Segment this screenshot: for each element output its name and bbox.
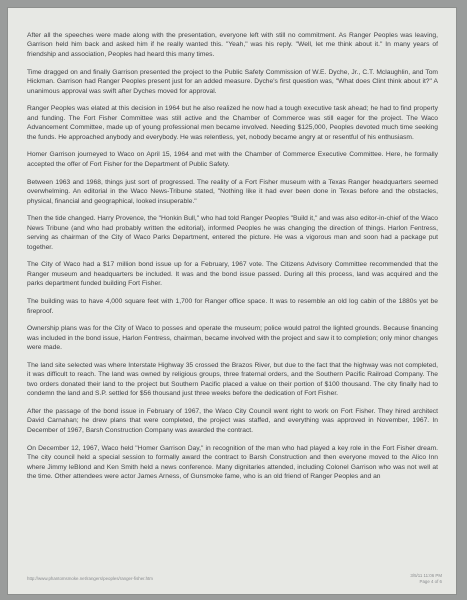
page-body — [27, 31, 438, 490]
footer-meta — [410, 573, 442, 585]
footer-date: 3/5/11 11:06 PM — [410, 573, 442, 578]
paragraph: After all the speeches were made along with the presentation, everyone left with still no commitment. As Ranger Peoples was leaving, Garrison held him back and asked him if he really wanted this. "Yeah," was his reply. "Well, let me think about it." In many years of friendship and association, Peoples had heard this many times. — [27, 32, 438, 58]
paragraph: Time dragged on and finally Garrison presented the project to the Public Safety Commission of W.E. Dyche, Jr., C.T. Mclaughlin, and Tom Hickman. Garrison had Ranger Peoples present just for an added measure. Dyche's first question was, "What does Clint think about it?" A unanimous approval was swift after Dyches moved for approval. — [27, 68, 438, 95]
paragraph: The City of Waco had a $17 million bond issue up for a February, 1967 vote. The Citizens Advisory Committee recommended that the Ranger museum and headquarters be included. It was and the bond issue passed. During all this process, land was acquired and the parks department funded building Fort Fisher. — [27, 261, 438, 288]
paragraph: On December 12, 1967, Waco held "Homer Garrison Day," in recognition of the man who had played a key role in the Fort Fisher dream. The city council held a special session to formally award the contract to Barsh Construction and then everyone moved to the Alico Inn where Jimmy leBlond and Ken Smith held a news conference. Many dignitaries attended, including Colonel Garrison who was not well at the time. Other attendees were actor James Arness, of Gunsmoke fame, who is an old friend of Ranger Peoples and an — [27, 444, 438, 481]
footer-url[interactable]: http://www.phantomsmoke.net/rangers/peoples/ranger-fisher.htm — [27, 576, 153, 581]
paragraph: The building was to have 4,000 square feet with 1,700 for Ranger office space. It was to resemble an old log cabin of the 1880s yet be fireproof. — [27, 298, 438, 315]
paragraph: Ownership plans was for the City of Waco to posses and operate the museum; police would patrol the lighted grounds. Because financing was included in the bond issue, Harlon Fentress, chairman, became involved with the project and saw it to completion; only minor changes were made. — [27, 325, 438, 352]
paragraph: The land site selected was where Interstate Highway 35 crossed the Brazos River, but due to the fact that the highway was not completed, it was difficult to reach. The land was owned by religious groups, three fraternal orders, and the Southern Pacific Railroad Company. The two orders donated their land to the project but Southern Pacific placed a value on their portion of $100 thousand. The city finally had to condemn the land and S.P. settled for $56 thousand just three weeks before the dedication of Fort Fisher. — [27, 361, 438, 398]
paragraph: Ranger Peoples was elated at this decision in 1964 but he also realized he now had a tough executive task ahead; he had to find property and funding. The Fort Fisher Committee was still active and the Chamber of Commerce was still eager for the project. The Waco Advancement Committee, made up of young professional men became involved. Needing $125,000, Peoples devoted much time seeking the funds. He approached anybody and everybody. He was relentless, yet, nobody became angry at or resentful of his enthusiasm. — [27, 105, 438, 141]
footer-page-number: Page 4 of 6 — [419, 579, 442, 584]
paragraph: Between 1963 and 1968, things just sort of progressed. The reality of a Fort Fisher museum with a Texas Ranger headquarters seemed overwhelming. An editorial in the Waco News-Tribune stated, "Nothing like it had ever been done in Texas before and the obstacles, physical, financial and geographical, looked insuperable." — [27, 178, 438, 205]
paragraph: After the passage of the bond issue in February of 1967, the Waco City Council went right to work on Fort Fisher. They hired architect David Carnahan; he drew plans that were completed, the project was staffed, and everything was approved in November, 1967. In December of 1967, Barsh Construction Company was awarded the contract. — [27, 408, 438, 434]
paragraph: Homer Garrison journeyed to Waco on April 15, 1964 and met with the Chamber of Commerce Executive Committee. Here, he formally accepted the offer of Fort Fisher for the Department of Public Safety. — [27, 151, 438, 168]
paragraph: Then the tide changed. Harry Provence, the "Honkin Bull," who had told Ranger Peoples "Build it," and was also editor-in-chief of the Waco News Tribune (and who had probably written the editorial), informed Peoples he was changing the direction of things. Harlon Fentress, serving as chairman of the City of Waco Parks Department, entered the picture. He was a vigorous man and soon had a package put together. — [27, 215, 438, 251]
document-page — [8, 8, 456, 594]
